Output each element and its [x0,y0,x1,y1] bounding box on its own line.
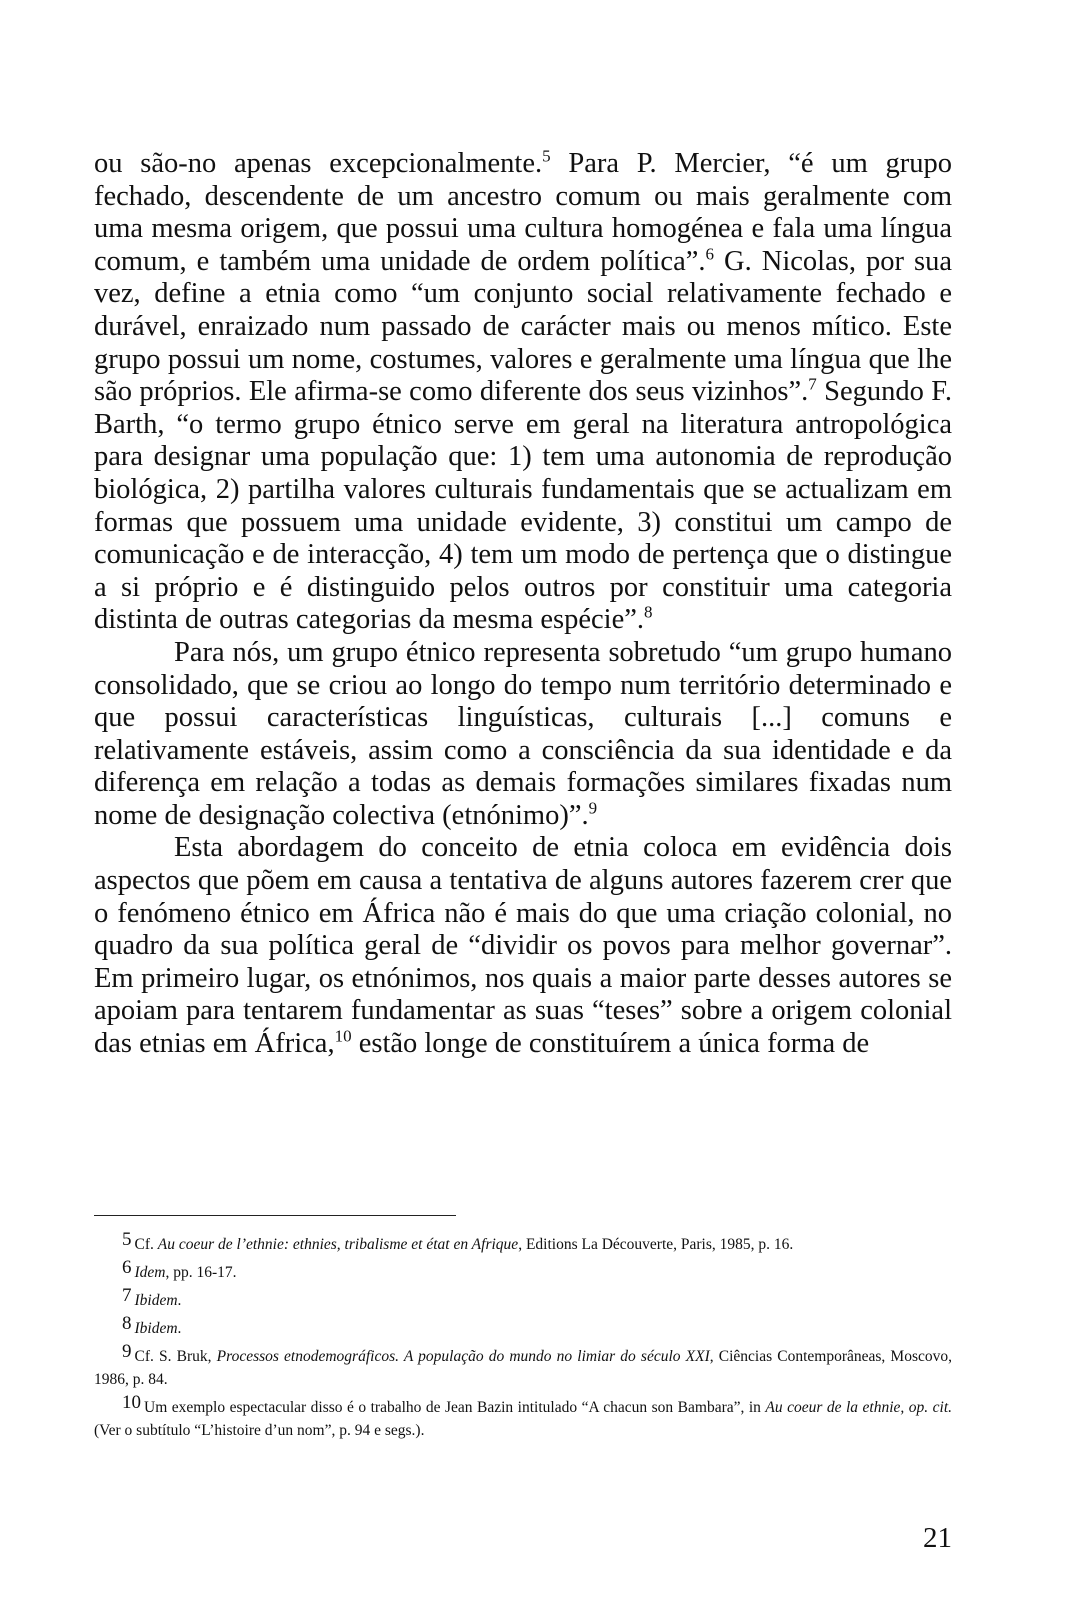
text-segment: Um exemplo espectacular disso é o trabalho de Jean Bazin intitulado “A chacun son Bambara”, in [144,1399,766,1416]
footnote-separator [94,1215,456,1216]
footnote-number: 8 [122,1313,132,1334]
footnote [94,1312,952,1340]
text-segment: ou são-no apenas excepcionalmente. [94,148,543,179]
footnote [94,1391,952,1442]
footnote [94,1340,952,1391]
paragraph [94,148,952,637]
footnote-number: 9 [122,1341,132,1362]
text-segment: Cf. [134,1236,158,1253]
text-segment: Para nós, um grupo étnico representa sobretudo “um grupo humano consolidado, que se criou ao longo do tempo num território determinado e que possui características linguísticas, culturais [...] comuns e relativamente estáveis, assim como a consciência da sua identidade e da diferença em relação a todas as demais formações similares fixadas num nome de designação colectiva (etnónimo)”. [94,636,952,831]
text-segment: Segundo F. Barth, “o termo grupo étnico serve em geral na literatura antropológica para designar uma população que: 1) tem uma autonomia de reprodução biológica, 2) partilha valores culturais fundamentais que se actualizam em formas que possuem uma unidade evidente, 3) constitui um campo de comunicação e de interacção, 4) tem um modo de pertença que o distingue a si próprio e é distinguido pelos outros por constituir uma categoria distinta de outras categorias da mesma espécie”. [94,376,952,636]
text-segment: , Editions La Découverte, Paris, 1985, p. 16. [518,1236,794,1253]
text-segment: Para P. Mercier, “é um grupo fechado, descendente de um ancestro comum ou mais geralmente com uma mesma origem, que possui uma cultura homogénea e fala uma língua comum, e também uma unidade de ordem política”. [94,148,953,277]
footnote-number: 5 [122,1229,132,1250]
italic-text: Au coeur de la ethnie, op. cit. [765,1399,953,1416]
text-segment: . [177,1320,182,1337]
footnote-number: 6 [122,1257,132,1278]
footnote [94,1256,952,1284]
text-segment: G. Nicolas, por sua vez, define a etnia como “um conjunto social relativamente fechado e durável, enraizado num passado de carácter mais ou menos mítico. Este grupo possui um nome, costumes, valores e geralmente uma língua que lhe são próprios. Ele afirma-se como diferente dos seus vizinhos”. [94,245,953,408]
italic-text: Ibidem [134,1320,178,1337]
text-segment: estão longe de constituírem a única forma de [351,1028,870,1060]
footnote-number: 7 [122,1285,132,1306]
page-number: 21 [923,1522,952,1554]
footnote-reference: 7 [808,374,817,394]
footnote-reference: 9 [588,798,598,818]
footnote-number: 10 [122,1392,141,1413]
text-segment: , pp. 16-17. [165,1264,237,1281]
footnote-reference: 10 [334,1026,352,1046]
text-segment: Cf. S. Bruk, [134,1348,217,1365]
italic-text: Idem [134,1264,166,1281]
text-segment: Esta abordagem do conceito de etnia coloca em evidência dois aspectos que põem em causa a tentativa de alguns autores fazerem crer que o fenómeno étnico em África não é mais do que uma criação colonial, no quadro da sua política geral de “dividir os povos para melhor governar”. Em primeiro lugar, os etnónimos, nos quais a maior parte desses autores se apoiam para tentarem fundamentar as suas “teses” sobre a origem colonial das etnias em África, [94,832,952,1060]
text-segment: , Ciências Contemporâneas, Moscovo, 1986, p. 84. [94,1348,953,1388]
footnote-reference: 5 [542,146,551,166]
body-text [94,148,952,1061]
italic-text: Processos etnodemográficos. A população do mundo no limiar do século XXI [216,1348,710,1365]
paragraph [94,832,952,1060]
footnote-reference: 6 [705,244,715,264]
footnote [94,1284,952,1312]
italic-text: Au coeur de l’ethnie: ethnies, tribalisme et état en Afrique [157,1236,519,1253]
footnotes [94,1228,952,1442]
italic-text: Ibidem [134,1292,178,1309]
paragraph [94,637,952,833]
text-segment: . [177,1292,182,1309]
footnote-reference: 8 [644,602,653,622]
text-segment: (Ver o subtítulo “L’histoire d’un nom”, p. 94 e segs.). [94,1422,425,1439]
footnote [94,1228,952,1256]
page-body [94,148,952,1061]
